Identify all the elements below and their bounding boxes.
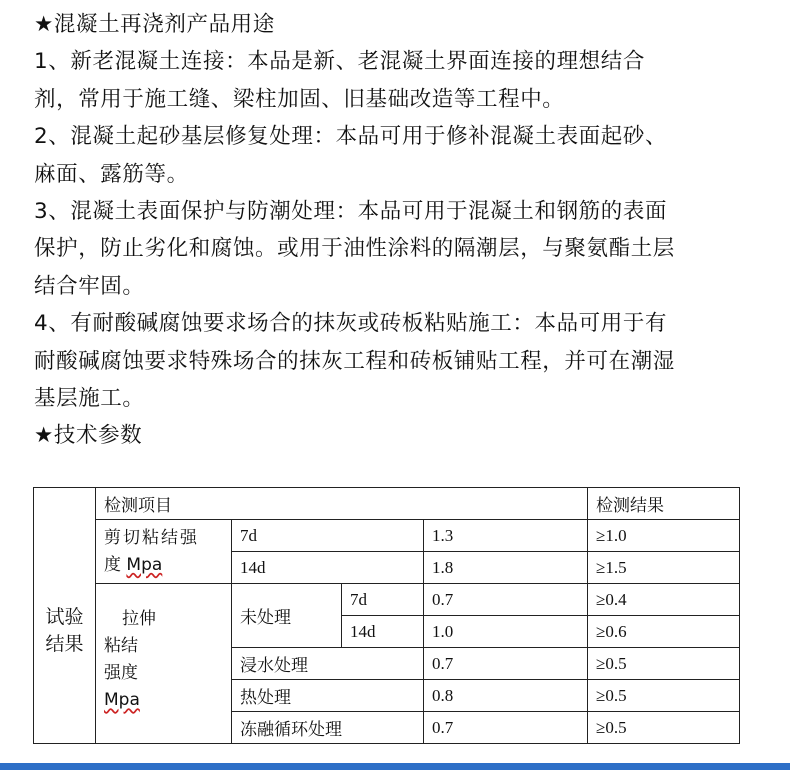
text-line: 1、新老混凝土连接：本品是新、老混凝土界面连接的理想结合 [34, 49, 645, 75]
tensile-strength-label [96, 584, 232, 744]
bottom-accent-bar [0, 763, 790, 770]
untreated-age: 7d [342, 584, 424, 616]
tech-params-table-wrapper [33, 487, 740, 744]
condition-index: ≥0.5 [588, 680, 740, 712]
group-label-line: 试验 [45, 605, 84, 628]
text-line: 耐酸碱腐蚀要求特殊场合的抹灰工程和砖板铺贴工程，并可在潮湿 [34, 348, 675, 374]
condition-index: ≥0.5 [588, 648, 740, 680]
section-heading-tech-params: ★技术参数 [34, 423, 143, 449]
group-label-line: 结果 [45, 632, 84, 655]
condition-label: 冻融循环处理 [232, 712, 424, 744]
usage-text-block [34, 6, 764, 455]
condition-result: 0.8 [424, 680, 588, 712]
text-line: 保护，防止劣化和腐蚀。或用于油性涂料的隔潮层，与聚氨酯土层 [34, 236, 675, 262]
shear-age: 14d [232, 552, 424, 584]
header-result: 检测结果 [588, 488, 740, 520]
untreated-index: ≥0.6 [588, 616, 740, 648]
table-row [34, 520, 740, 552]
shear-index: ≥1.0 [588, 520, 740, 552]
text-line: 剂，常用于施工缝、梁柱加固、旧基础改造等工程中。 [34, 86, 565, 112]
shear-result: 1.3 [424, 520, 588, 552]
table-header-row [34, 488, 740, 520]
condition-result: 0.7 [424, 648, 588, 680]
text-line: 4、有耐酸碱腐蚀要求场合的抹灰或砖板粘贴施工：本品可用于有 [34, 311, 668, 337]
tech-params-table [33, 487, 740, 744]
untreated-age: 14d [342, 616, 424, 648]
header-item: 检测项目 [96, 488, 588, 520]
shear-label-line: 度 [104, 554, 127, 575]
shear-index: ≥1.5 [588, 552, 740, 584]
tensile-label-line: 拉伸 [122, 609, 156, 629]
shear-strength-label [96, 520, 232, 584]
untreated-result: 1.0 [424, 616, 588, 648]
shear-label-unit: Mpa [126, 554, 163, 575]
untreated-label: 未处理 [232, 584, 342, 648]
text-line: 2、混凝土起砂基层修复处理：本品可用于修补混凝土表面起砂、 [34, 124, 668, 150]
group-label-cell [34, 488, 96, 744]
condition-label: 浸水处理 [232, 648, 424, 680]
shear-label-line: 剪切粘结强 [104, 527, 199, 548]
condition-index: ≥0.5 [588, 712, 740, 744]
section-heading-usage: ★混凝土再浇剂产品用途 [34, 12, 275, 37]
untreated-result: 0.7 [424, 584, 588, 616]
tensile-label-unit: Mpa [104, 690, 140, 710]
untreated-index: ≥0.4 [588, 584, 740, 616]
table-row [34, 584, 740, 616]
text-line: 结合牢固。 [34, 273, 145, 299]
shear-result: 1.8 [424, 552, 588, 584]
text-line: 基层施工。 [34, 385, 145, 411]
condition-result: 0.7 [424, 712, 588, 744]
text-line: 麻面、露筋等。 [34, 161, 189, 187]
text-line: 3、混凝土表面保护与防潮处理：本品可用于混凝土和钢筋的表面 [34, 198, 668, 224]
shear-age: 7d [232, 520, 424, 552]
tensile-label-line: 粘结 [104, 636, 138, 656]
tensile-label-line: 强度 [104, 663, 138, 683]
condition-label: 热处理 [232, 680, 424, 712]
